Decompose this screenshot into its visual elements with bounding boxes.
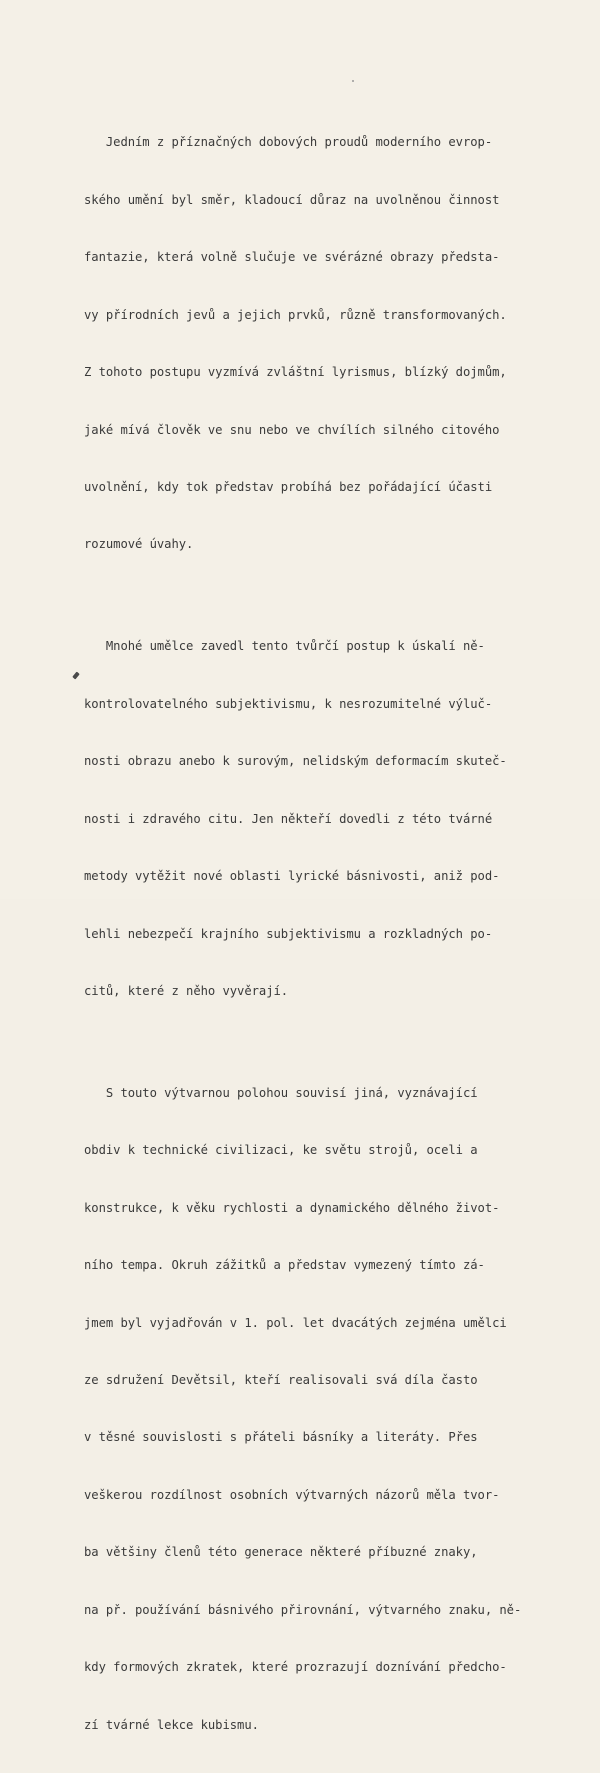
text-line: konstrukce, k věku rychlosti a dynamického dělného život- bbox=[84, 1200, 500, 1215]
text-line: veškerou rozdílnost osobních výtvarných názorů měla tvor- bbox=[84, 1487, 500, 1502]
text-line: ního tempa. Okruh zážitků a představ vymezený tímto zá- bbox=[84, 1258, 485, 1273]
text-line: metody vytěžit nové oblasti lyrické básnivosti, aniž pod- bbox=[84, 869, 500, 884]
text-line: Z tohoto postupu vyzmívá zvláštní lyrismus, blízký dojmům, bbox=[84, 365, 507, 380]
text-line: nosti i zdravého citu. Jen někteří dovedli z této tvárné bbox=[84, 811, 493, 826]
paragraph-gap bbox=[84, 593, 554, 599]
ink-mark bbox=[72, 672, 80, 680]
text-line: rozumové úvahy. bbox=[84, 537, 194, 552]
text-line: kdy formových zkratek, které prozrazují doznívání předcho- bbox=[84, 1660, 507, 1675]
text-line: jaké mívá člověk ve snu nebo ve chvílích silného citového bbox=[84, 422, 500, 437]
text-line: uvolnění, kdy tok představ probíhá bez pořádající účasti bbox=[84, 480, 493, 495]
text-line: citů, které z něho vyvěrají. bbox=[84, 983, 289, 998]
text-line: fantazie, která volně slučuje ve svérázné obrazy předsta- bbox=[84, 250, 500, 265]
text-line: lehli nebezpečí krajního subjektivismu a rozkladných po- bbox=[84, 926, 493, 941]
text-line: ze sdružení Devětsil, kteří realisovali svá díla často bbox=[84, 1373, 478, 1387]
text-line: ského umění byl směr, kladoucí důraz na uvolněnou činnost bbox=[84, 192, 500, 207]
text-line: na př. používání básnivého přirovnání, výtvarného znaku, ně- bbox=[84, 1602, 522, 1617]
text-line: kontrolovatelného subjektivismu, k nesrozumitelné výluč- bbox=[84, 696, 493, 711]
body-text bbox=[84, 95, 554, 1773]
text-line: zí tvárné lekce kubismu. bbox=[84, 1717, 259, 1732]
text-line: ba většiny členů této generace některé příbuzné znaky, bbox=[84, 1545, 478, 1560]
text-line: S touto výtvarnou polohou souvisí jiná, vyznávající bbox=[84, 1085, 478, 1100]
text-line: obdiv k technické civilizaci, ke světu strojů, oceli a bbox=[84, 1143, 478, 1158]
text-line: Mnohé umělce zavedl tento tvůrčí postup k úskalí ně- bbox=[84, 639, 485, 654]
text-line: jmem byl vyjadřován v 1. pol. let dvacátých zejména umělci bbox=[84, 1315, 507, 1330]
text-line: v těsné souvislosti s přáteli básníky a literáty. Přes bbox=[84, 1430, 478, 1445]
text-line: Jedním z příznačných dobových proudů moderního evrop- bbox=[84, 135, 493, 150]
paragraph-gap bbox=[84, 1039, 554, 1045]
text-line: nosti obrazu anebo k surovým, nelidským deformacím skuteč- bbox=[84, 754, 507, 769]
paper-speck bbox=[352, 80, 354, 82]
text-line: vy přírodních jevů a jejich prvků, různě transformovaných. bbox=[84, 307, 507, 322]
